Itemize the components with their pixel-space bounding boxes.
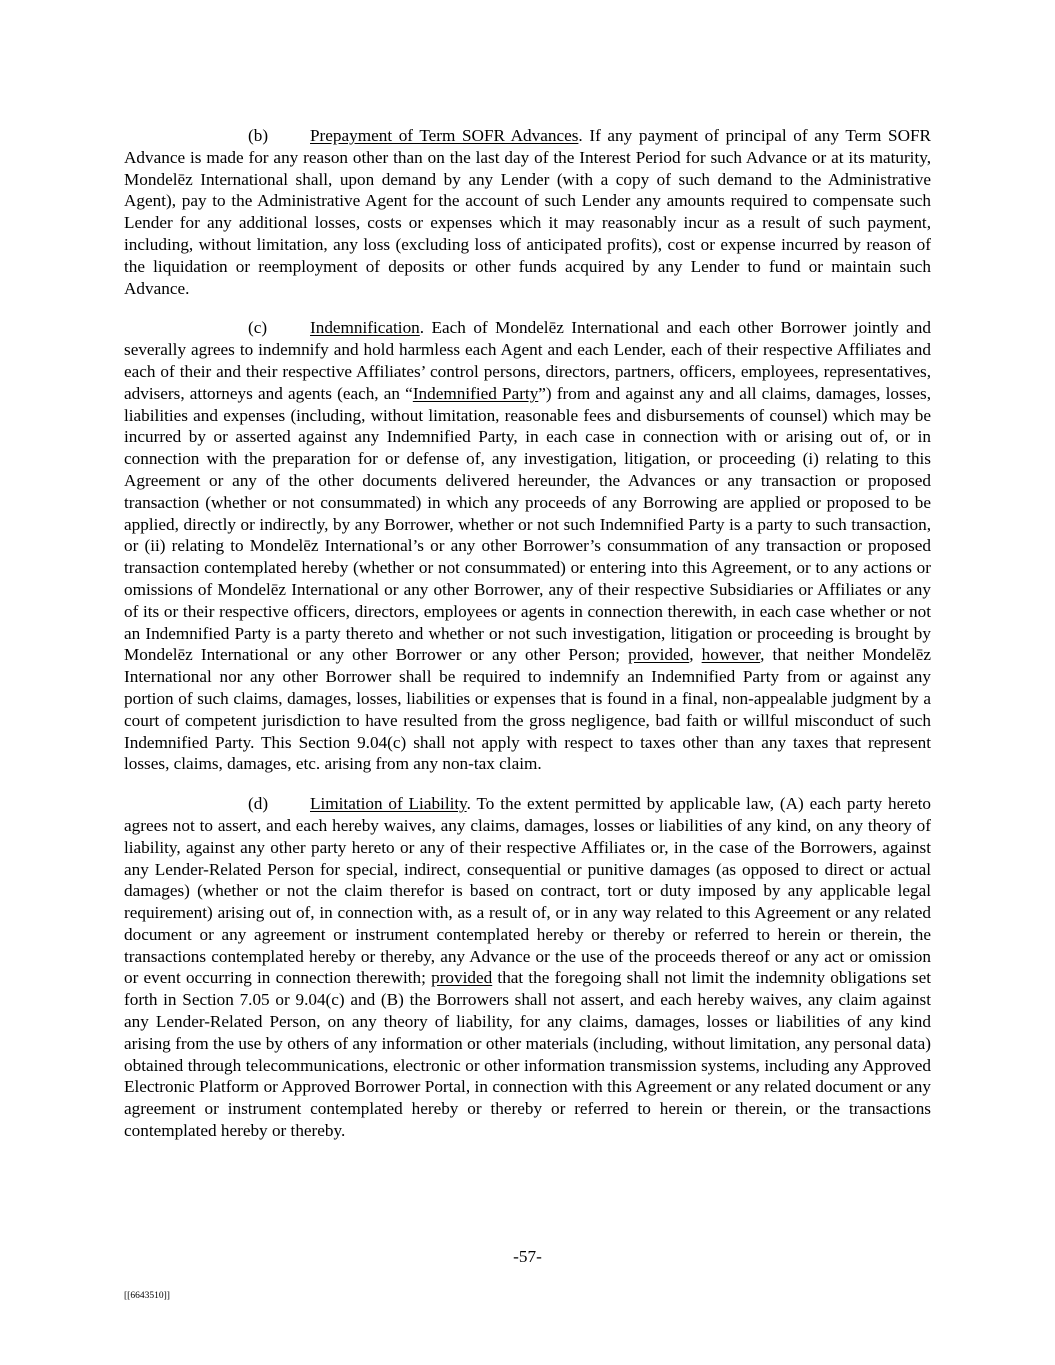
- paragraph-text: . To the extent permitted by applicable law, (A) each party hereto agrees not to assert, and each hereby waives, any claims, damages, losses or liabilities of any kind, on any theory of liability, against any other party hereto or any of their respective Affiliates or, in the case of the Borrowers, against any Lender-Related Person for special, indirect, consequential or punitive damages (as opposed to direct or actual damages) (whether or not the claim therefor is based on contract, tort or duty imposed by any applicable legal requirement) arising out of, in connection with, as a result of, or in any way related to this Agreement or any related document or any agreement or instrument contemplated hereby or thereby or referred to herein or therein, the transactions contemplated hereby or thereby, any Advance or the use of the proceeds thereof or any act or omission or event occurring in connection therewith;: [124, 794, 932, 988]
- paragraph-text: ”) from and against any and all claims, damages, losses, liabilities and expenses (including, without limitation, reasonable fees and disbursements of counsel) which may be incurred by or asserted against any Indemnified Party, in each case in connection with or arising out of, or in connection with the preparation for or defense of, any investigation, litigation, or proceeding (i) relating to this Agreement or any of the other documents delivered hereunder, the Advances or any transaction or proposed transaction (whether or not consummated) in which any proceeds of any Borrowing are applied or proposed to be applied, directly or indirectly, by any Borrower, whether or not such Indemnified Party is a party to such transaction, or (ii) relating to Mondelēz International’s or any other Borrower’s consummation of any transaction or proposed transaction contemplated hereby (whether or not consummated) or entering into this Agreement, or to any actions or omissions of Mondelēz International or any other Borrower, any of their respective Subsidiaries or Affiliates or any of its or their respective officers, directors, employees or agents in connection therewith, in each case whether or not an Indemnified Party is a party thereto and whether or not such investigation, litigation or proceeding is brought by Mondelēz International or any other Borrower or any other Person;: [124, 383, 931, 665]
- section-heading: Prepayment of Term SOFR Advances: [310, 126, 579, 145]
- document-id: [[6643510]]: [124, 1291, 170, 1301]
- paragraph-text: . If any payment of principal of any Term SOFR Advance is made for any reason other than on the last day of the Interest Period for such Advance or at its maturity, Mondelēz International shall, upon demand by any Lender (with a copy of such demand to the Administrative Agent), pay to the Administrative Agent for the account of such Lender any amounts required to compensate such Lender for any additional losses, costs or expenses which it may reasonably incur as a result of such payment, including, without limitation, any loss (excluding loss of anticipated profits), cost or expense incurred by reason of the liquidation or reemployment of deposits or other funds acquired by any Lender to fund or maintain such Advance.: [124, 126, 931, 298]
- section-heading: Limitation of Liability: [310, 794, 467, 814]
- paragraph-text: , that neither Mondelēz International nor any other Borrower shall be required to indemnify an Indemnified Party from or against any portion of such claims, damages, losses, liabilities or expenses that is found in a final, non-appealable judgment by a court of competent jurisdiction to have resulted from the gross negligence, bad faith or willful misconduct of such Indemnified Party. This Section 9.04(c) shall not apply with respect to taxes other than any taxes that represent losses, claims, damages, etc. arising from any non-tax claim.: [124, 645, 932, 774]
- document-body: [124, 125, 931, 1160]
- paragraph-text: . Each of Mondelēz International and each other Borrower jointly and severally agrees to indemnify and hold harmless each Agent and each Lender, each of their respective Affiliates and each of their and their respective Affiliates’ control persons, directors, partners, officers, employees, representatives, advisers, attorneys and agents (each, an “: [124, 318, 931, 403]
- paragraph-number: (b): [248, 126, 269, 145]
- paragraph-number: (c): [248, 318, 268, 338]
- defined-term: Indemnified Party: [412, 383, 539, 403]
- paragraph-number: (d): [248, 794, 269, 814]
- paragraph-d: [124, 793, 931, 1142]
- paragraph-b: [124, 125, 931, 299]
- proviso-term: provided: [628, 645, 690, 665]
- section-heading: Indemnification: [310, 318, 420, 338]
- page-number: -57-: [513, 1247, 542, 1266]
- paragraph-c: [124, 317, 931, 775]
- proviso-term: however: [701, 645, 761, 665]
- punctuation: ,: [689, 645, 702, 665]
- proviso-term: provided: [431, 968, 493, 988]
- paragraph-text: that the foregoing shall not limit the indemnity obligations set forth in Section 7.05 or 9.04(c) and (B) the Borrowers shall not assert, and each hereby waives, any claim against any Lender-Related Person, on any theory of liability, for any claims, damages, losses or liabilities of any kind arising from the use by others of any information or other materials (including, without limitation, any personal data) obtained through telecommunications, electronic or other information transmission systems, including any Approved Electronic Platform or Approved Borrower Portal, in connection with this Agreement or any related document or any agreement or instrument contemplated hereby or thereby or referred to herein or therein, or the transactions contemplated hereby or thereby.: [124, 968, 931, 1141]
